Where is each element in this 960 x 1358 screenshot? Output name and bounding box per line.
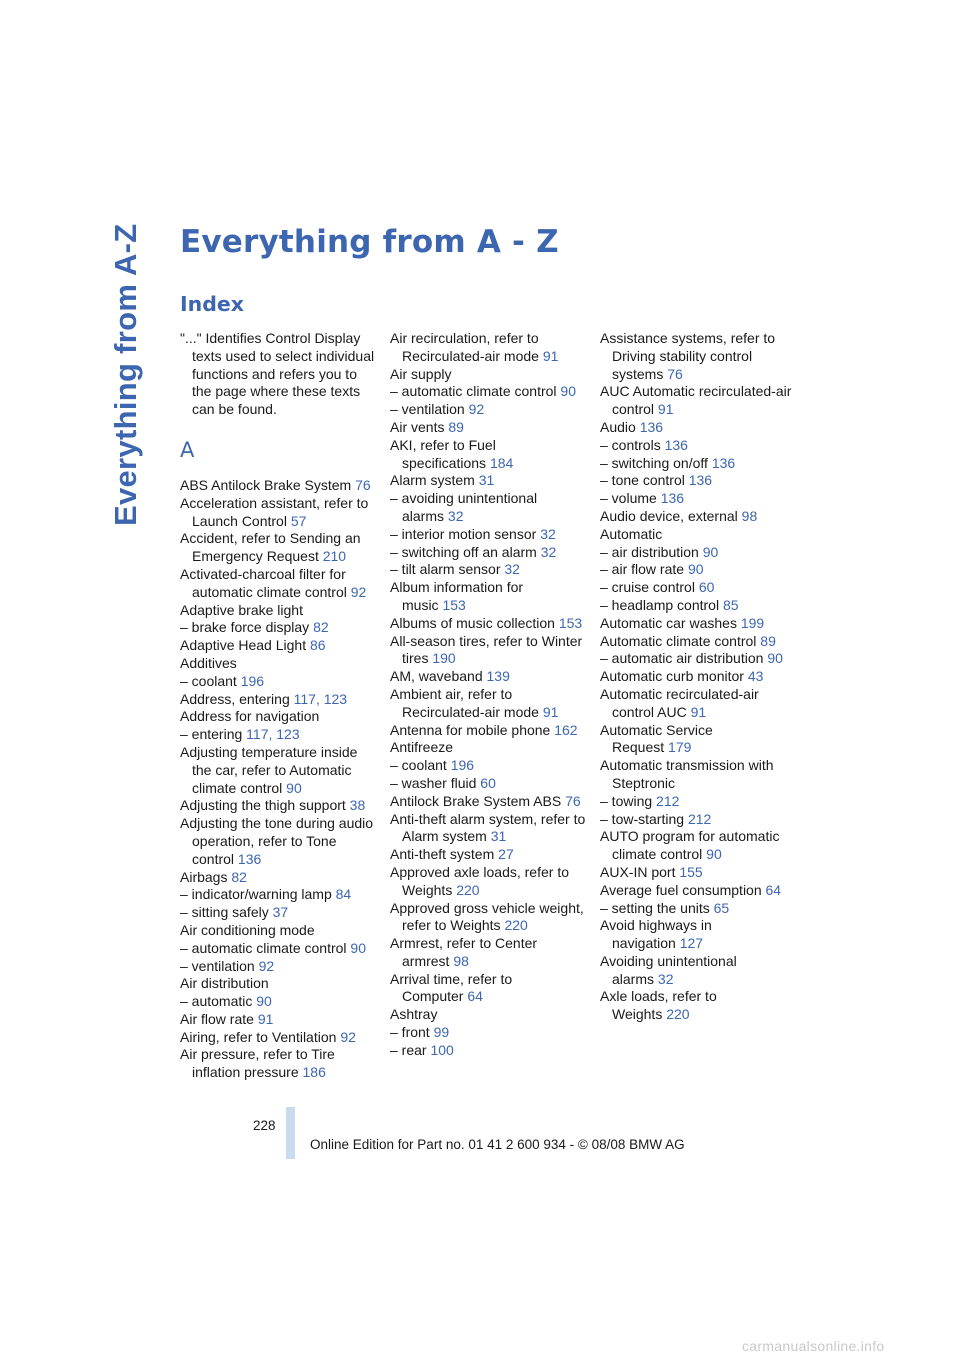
footer-bar [286,1107,295,1159]
index-entry-text: Adjusting temperature inside the car, refer to Automatic climate control [180,743,358,796]
index-page-link[interactable]: 190 [432,650,456,667]
index-entry [600,330,796,383]
index-page-link[interactable]: 32 [504,561,520,578]
index-entry-text: Air recirculation, refer to Recirculated-air mode [390,330,539,364]
index-entry [600,864,796,882]
index-entry-text: Albums of music collection [390,614,555,631]
index-page-link[interactable]: 220 [504,917,528,934]
index-entry [390,1024,586,1042]
index-entry [600,455,796,473]
index-page-link[interactable]: 84 [335,886,352,903]
index-entry [390,900,586,936]
index-page-link[interactable]: 99 [433,1024,450,1041]
index-entry [390,811,586,847]
index-page-link[interactable]: 90 [256,993,272,1010]
index-page-link[interactable]: 57 [290,512,307,529]
index-entry [180,691,376,709]
index-entry-text: Alarm system [390,472,475,489]
index-entry [390,366,586,384]
index-entry-text: ABS Antilock Brake System [180,476,352,493]
index-page-link[interactable]: 85 [722,596,739,613]
index-entry [180,708,376,726]
index-entry [390,864,586,900]
index-entry [180,1046,376,1082]
index-entry-text: – tone control [600,472,685,489]
index-entry-text: – towing [600,792,653,809]
index-entry [390,722,586,740]
index-page-link[interactable]: 153 [442,596,466,613]
index-entry-text: – air distribution [600,543,699,560]
index-entry [390,668,586,686]
index-entry [390,775,586,793]
index-entry-text: – ventilation [180,957,255,974]
index-page-link[interactable]: 92 [350,583,367,600]
index-entry [600,988,796,1024]
index-entry-text: Activated-charcoal filter for automatic climate control [180,565,347,600]
index-entry [390,561,586,579]
index-entry [180,495,376,531]
index-page-link[interactable]: 179 [668,739,692,756]
index-entry-text: – cruise control [600,579,695,596]
index-entry-text: Album information for music [390,579,524,613]
index-entry [180,477,376,495]
index-entry [390,686,586,722]
index-page-link[interactable]: 117, 123 [246,726,300,743]
index-page-link[interactable]: 92 [340,1028,356,1045]
index-entry-text: AUTO program for automatic climate control [600,828,780,863]
index-entry [180,619,376,637]
index-entry [390,846,586,864]
index-entry-text: – automatic climate control [180,939,347,956]
index-entry [600,615,796,633]
index-entry-text: Air vents [390,418,445,435]
index-entry [180,869,376,887]
index-entry-text: – brake force display [180,619,310,636]
index-entry-text: Air distribution [180,975,269,992]
index-page-link[interactable]: 212 [656,792,680,809]
index-entry [390,1042,586,1060]
index-entry-text: – rear [390,1041,427,1058]
index-page-link[interactable]: 91 [542,703,559,720]
index-entry-text: All-season tires, refer to Winter tires [390,632,583,667]
index-entry [600,383,796,419]
index-entry-text: Audio device, external [600,507,738,524]
index-entry-text: Audio [600,418,636,435]
index-entry-text: – volume [600,490,657,507]
index-entry-text: Address, entering [180,690,290,707]
index-entry-text: – controls [600,436,661,453]
index-entry-text: AM, waveband [390,668,483,685]
index-entry [390,633,586,669]
index-entry-text: Anti-theft alarm system, refer to Alarm system [390,810,586,845]
index-entry-text: Additives [180,654,237,671]
index-entry-text: Address for navigation [180,708,320,725]
index-entry [600,828,796,864]
index-column-3 [600,330,796,1024]
index-entry-text: – headlamp control [600,596,720,613]
index-entry [390,971,586,1007]
index-page-link[interactable]: 91 [690,703,707,720]
index-entry [180,886,376,904]
index-entry [180,922,376,940]
index-page-link[interactable]: 43 [747,668,764,685]
index-letter-heading: A [180,437,195,462]
index-entry-text: Adaptive brake light [180,601,303,618]
index-entry-text: Automatic curb monitor [600,668,744,685]
index-entry-text: Antenna for mobile phone [390,721,551,738]
index-page-link[interactable]: 90 [702,543,719,560]
index-page-link[interactable]: 90 [286,779,302,796]
index-entry-text: Airbags [180,868,228,885]
index-entry-text: – coolant [180,672,237,689]
index-entry-text: Arrival time, refer to Computer [390,970,513,1005]
index-page-link[interactable]: 91 [542,347,559,364]
index-entry [390,615,586,633]
index-entry-text: Acceleration assistant, refer to Launch Control [180,494,369,529]
index-entry [600,900,796,918]
index-page-link[interactable]: 76 [565,792,581,809]
index-entry [180,744,376,797]
index-entry-text: AUC Automatic recirculated-air control [600,383,792,418]
index-entry-text: Air flow rate [180,1010,254,1027]
index-entry [600,722,796,758]
index-entry [600,757,796,793]
index-entry [180,530,376,566]
index-entry [390,739,586,757]
index-page-link[interactable]: 136 [664,436,688,453]
index-page-link[interactable]: 98 [741,507,758,524]
index-page-link[interactable]: 100 [430,1041,454,1058]
index-entry [390,935,586,971]
index-page-link[interactable]: 92 [468,401,485,418]
index-entry-text: Axle loads, refer to Weights [600,988,717,1023]
index-entry-text: – automatic air distribution [600,650,764,667]
index-page-link[interactable]: 184 [489,454,514,471]
page-number: 228 [253,1118,276,1133]
index-page-link[interactable]: 60 [698,579,715,596]
index-page-link[interactable]: 31 [490,828,507,845]
index-entry-text: Assistance systems, refer to Driving stability control systems [600,330,776,382]
index-column-1 [180,330,376,1082]
index-entry [180,655,376,673]
index-entry [600,811,796,829]
index-entry-text: Air pressure, refer to Tire inflation pressure [180,1046,335,1081]
index-entry-text: Ambient air, refer to Recirculated-air mode [390,685,539,720]
index-entry [600,793,796,811]
index-entry [180,975,376,993]
index-page-link[interactable]: 89 [448,418,464,435]
index-entry-text: – entering [180,726,243,743]
index-page-link[interactable]: 117, 123 [293,690,348,707]
index-page-link[interactable]: 199 [740,614,765,631]
index-entry [390,472,586,490]
index-entry-text: – indicator/warning lamp [180,886,332,903]
index-entry-text: Avoiding unintentional alarms [600,952,737,987]
index-entry [600,544,796,562]
index-entry-text: Accident, refer to Sending an Emergency Request [180,530,361,565]
index-entry [600,561,796,579]
index-entry [180,673,376,691]
index-entry-text: – switching off an alarm [390,543,537,560]
index-entry [390,544,586,562]
index-entry-text: Adaptive Head Light [180,637,307,654]
index-entry [180,993,376,1011]
page-title: Everything from A - Z [180,224,559,260]
index-page-link[interactable]: 91 [257,1010,274,1027]
index-entry [180,1029,376,1047]
index-entry-text: Automatic climate control [600,632,757,649]
index-page-link[interactable]: 27 [498,846,514,863]
index-entry [180,330,376,419]
index-entry-text: – interior motion sensor [390,525,537,542]
index-entry-text: Air supply [390,365,452,382]
index-page-link[interactable]: 220 [666,1006,690,1023]
index-entry-text: Adjusting the tone during audio operation, refer to Tone control [180,815,374,867]
index-page-link[interactable]: 186 [302,1064,326,1081]
index-entry-text: Automatic car washes [600,614,737,631]
index-entry-text: Airing, refer to Ventilation [180,1028,337,1045]
index-page-link[interactable]: 196 [450,757,475,774]
index-entry-text: – ventilation [390,401,465,418]
index-page-link[interactable]: 139 [486,668,510,685]
index-entry-text: – tilt alarm sensor [390,561,501,578]
index-page-link[interactable]: 127 [679,935,704,952]
footer-text: Online Edition for Part no. 01 41 2 600 934 - © 08/08 BMW AG [310,1137,685,1152]
index-page-link[interactable]: 136 [639,418,664,435]
index-entry [600,419,796,437]
index-page-link[interactable]: 196 [240,672,265,689]
index-entry-text: – avoiding unintentional alarms [390,490,538,524]
index-page-link[interactable]: 136 [237,850,262,867]
index-page-link[interactable]: 89 [760,632,776,649]
index-page-link[interactable]: 82 [231,868,247,885]
side-section-title: Everything from A-Z [108,223,143,526]
index-entry [390,1006,586,1024]
index-page-link[interactable]: 162 [554,721,578,738]
index-page-link[interactable]: 64 [765,881,782,898]
index-entry-text: – front [390,1024,430,1041]
index-entry-text: Automatic recirculated-air control AUC [600,685,759,720]
index-page-link[interactable]: 90 [767,650,783,667]
index-page-link[interactable]: 31 [478,472,495,489]
index-entry [390,757,586,775]
index-entry [180,726,376,744]
index-entry [390,437,586,473]
index-entry-text: – automatic climate control [390,383,557,400]
index-page-link[interactable]: 32 [447,507,464,524]
index-page-link[interactable]: 155 [679,863,703,880]
index-entry-text: "..." Identifies Control Display texts used to select individual functions and refers you to the page where these texts can be found. [180,330,375,418]
index-entry [600,508,796,526]
index-page-link[interactable]: 82 [313,619,329,636]
index-entry [180,1011,376,1029]
index-entry-text: Adjusting the thigh support [180,797,346,814]
index-entry-text: Avoid highways in navigation [600,917,712,952]
index-entry-text: – automatic [180,993,253,1010]
index-page-link[interactable]: 136 [711,454,736,471]
index-entry [180,797,376,815]
index-page-link[interactable]: 64 [467,988,483,1005]
index-page-link[interactable]: 90 [560,383,576,400]
index-page-link[interactable]: 76 [667,365,683,382]
index-entry [180,566,376,602]
index-entry [600,472,796,490]
index-entry-text: – tow-starting [600,810,685,827]
index-page-link[interactable]: 60 [480,774,496,791]
index-entry-text: – sitting safely [180,904,269,921]
index-entry-text: Ashtray [390,1006,438,1023]
index-page-link[interactable]: 76 [355,476,371,493]
index-entry-text: Approved axle loads, refer to Weights [390,863,569,898]
index-entry [390,401,586,419]
index-page-link[interactable]: 92 [258,957,275,974]
index-entry [600,953,796,989]
index-entry-text: – washer fluid [390,774,477,791]
index-entry [180,815,376,868]
index-entry [600,917,796,953]
index-entry-text: Automatic Service Request [600,721,713,756]
index-entry [600,882,796,900]
index-page-link[interactable]: 136 [688,472,713,489]
index-page-link[interactable]: 91 [657,401,674,418]
watermark: carmanualsonline.info [742,1338,885,1354]
index-page-link[interactable]: 90 [350,939,366,956]
index-page-link[interactable]: 38 [349,797,366,814]
index-entry-text: Approved gross vehicle weight, refer to Weights [390,899,584,934]
index-entry [390,330,586,366]
index-page-link[interactable]: 136 [660,490,685,507]
index-entry [600,597,796,615]
index-entry-text: Average fuel consumption [600,881,762,898]
index-entry-text: Automatic [600,525,663,542]
index-page-link[interactable]: 32 [540,543,557,560]
index-entry [180,637,376,655]
index-page-link[interactable]: 210 [322,548,347,565]
index-entry [390,579,586,615]
index-entry [600,686,796,722]
index-entry [600,490,796,508]
index-page-link[interactable]: 32 [657,970,674,987]
index-entry [600,437,796,455]
index-entry-text: Antifreeze [390,739,454,756]
index-entry-text: Automatic transmission with Steptronic [600,757,774,791]
index-entry-text: AUX-IN port [600,863,676,880]
index-entry [390,793,586,811]
index-entry [390,526,586,544]
index-entry [180,904,376,922]
index-entry-text: – setting the units [600,899,710,916]
index-entry [390,490,586,526]
index-entry-text: AKI, refer to Fuel specifications [390,436,496,471]
index-page-link[interactable]: 90 [706,846,722,863]
index-entry-text: Anti-theft system [390,846,495,863]
index-page-link[interactable]: 32 [540,525,556,542]
index-entry [180,602,376,620]
index-entry [180,940,376,958]
index-entry [600,633,796,651]
index-page-link[interactable]: 90 [687,561,704,578]
index-entry [390,419,586,437]
index-column-2 [390,330,586,1060]
index-page-link[interactable]: 65 [713,899,730,916]
index-entry-text: Antilock Brake System ABS [390,792,562,809]
index-page-link[interactable]: 86 [309,637,326,654]
index-page-link[interactable]: 98 [453,952,469,969]
index-entry [600,668,796,686]
index-entry-text: Armrest, refer to Center armrest [390,935,538,969]
index-page-link[interactable]: 212 [687,810,712,827]
index-entry-text: – coolant [390,757,447,774]
index-entry-text: Air conditioning mode [180,921,315,938]
index-entry [390,383,586,401]
section-title: Index [180,292,245,316]
index-entry [600,526,796,544]
index-page-link[interactable]: 153 [558,614,583,631]
index-entry [180,958,376,976]
index-entry [600,579,796,597]
index-entry-text: – air flow rate [600,561,685,578]
index-page-link[interactable]: 220 [456,881,480,898]
index-entry [600,650,796,668]
index-page-link[interactable]: 37 [272,904,289,921]
index-entry-text: – switching on/off [600,454,708,471]
